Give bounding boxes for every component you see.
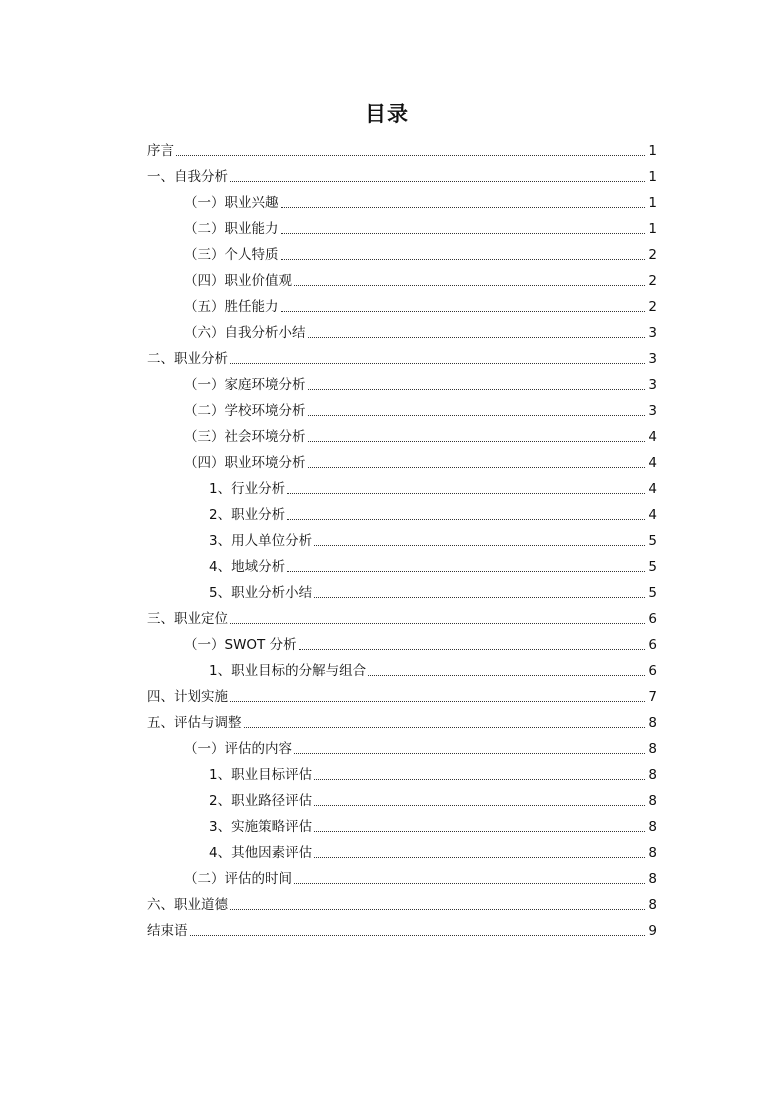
toc-entry-page-number: 6 <box>648 663 657 679</box>
toc-leader-dots <box>287 519 645 520</box>
toc-entry-label: 1、职业目标评估 <box>209 767 313 783</box>
toc-entry-label: （一）评估的内容 <box>184 741 292 757</box>
toc-entry[interactable] <box>147 762 657 788</box>
toc-entry-page-number: 8 <box>648 741 657 757</box>
toc-entry-page-number: 7 <box>648 689 657 705</box>
toc-entry[interactable] <box>147 190 657 216</box>
toc-entry[interactable] <box>147 398 657 424</box>
toc-leader-dots <box>230 363 645 364</box>
toc-entry-label: （一）家庭环境分析 <box>184 377 306 393</box>
toc-entry-page-number: 5 <box>648 533 657 549</box>
toc-leader-dots <box>176 155 645 156</box>
toc-entry-page-number: 6 <box>648 637 657 653</box>
toc-entry[interactable] <box>147 840 657 866</box>
toc-leader-dots <box>308 415 646 416</box>
toc-leader-dots <box>230 181 645 182</box>
toc-entry-label: 1、职业目标的分解与组合 <box>209 663 367 679</box>
toc-entry[interactable] <box>147 580 657 606</box>
toc-leader-dots <box>308 337 646 338</box>
toc-entry[interactable] <box>147 476 657 502</box>
toc-entry-label: （三）个人特质 <box>184 247 279 263</box>
toc-entry-label: 六、职业道德 <box>147 897 228 913</box>
toc-entry[interactable] <box>147 138 657 164</box>
toc-entry-label: 五、评估与调整 <box>147 715 242 731</box>
toc-leader-dots <box>294 753 645 754</box>
toc-leader-dots <box>281 311 646 312</box>
toc-leader-dots <box>281 259 646 260</box>
toc-entry-page-number: 4 <box>648 429 657 445</box>
toc-entry-label: 一、自我分析 <box>147 169 228 185</box>
table-of-contents <box>147 138 657 944</box>
toc-entry[interactable] <box>147 502 657 528</box>
toc-entry-label: 4、其他因素评估 <box>209 845 313 861</box>
toc-entry[interactable] <box>147 736 657 762</box>
toc-entry[interactable] <box>147 866 657 892</box>
toc-entry-label: 二、职业分析 <box>147 351 228 367</box>
toc-entry-page-number: 8 <box>648 897 657 913</box>
toc-entry[interactable] <box>147 268 657 294</box>
toc-entry-page-number: 1 <box>648 169 657 185</box>
toc-entry-page-number: 3 <box>648 377 657 393</box>
toc-entry[interactable] <box>147 164 657 190</box>
toc-entry-label: （三）社会环境分析 <box>184 429 306 445</box>
toc-entry[interactable] <box>147 216 657 242</box>
toc-leader-dots <box>287 571 645 572</box>
toc-entry[interactable] <box>147 346 657 372</box>
toc-entry[interactable] <box>147 892 657 918</box>
toc-leader-dots <box>230 909 645 910</box>
toc-entry-page-number: 1 <box>648 195 657 211</box>
toc-leader-dots <box>190 935 646 936</box>
toc-leader-dots <box>314 805 645 806</box>
toc-entry-label: 3、实施策略评估 <box>209 819 313 835</box>
toc-leader-dots <box>314 831 645 832</box>
toc-entry[interactable] <box>147 294 657 320</box>
toc-leader-dots <box>368 675 645 676</box>
toc-entry-label: 结束语 <box>147 923 188 939</box>
toc-entry-label: （一）SWOT 分析 <box>184 637 297 653</box>
toc-leader-dots <box>308 467 646 468</box>
toc-leader-dots <box>230 701 645 702</box>
toc-entry-label: 三、职业定位 <box>147 611 228 627</box>
toc-entry[interactable] <box>147 242 657 268</box>
toc-entry-label: 4、地域分析 <box>209 559 286 575</box>
toc-entry[interactable] <box>147 450 657 476</box>
toc-entry-label: （四）职业环境分析 <box>184 455 306 471</box>
toc-leader-dots <box>314 597 645 598</box>
toc-entry-page-number: 1 <box>648 221 657 237</box>
toc-entry[interactable] <box>147 710 657 736</box>
toc-entry-page-number: 2 <box>648 273 657 289</box>
toc-entry[interactable] <box>147 424 657 450</box>
toc-entry[interactable] <box>147 632 657 658</box>
toc-entry-page-number: 2 <box>648 247 657 263</box>
toc-entry-label: （四）职业价值观 <box>184 273 292 289</box>
toc-entry[interactable] <box>147 814 657 840</box>
toc-entry-page-number: 9 <box>648 923 657 939</box>
toc-entry-label: （五）胜任能力 <box>184 299 279 315</box>
toc-entry-page-number: 4 <box>648 481 657 497</box>
toc-entry-page-number: 5 <box>648 585 657 601</box>
toc-entry-page-number: 8 <box>648 715 657 731</box>
toc-entry[interactable] <box>147 320 657 346</box>
toc-entry[interactable] <box>147 788 657 814</box>
toc-entry-page-number: 5 <box>648 559 657 575</box>
toc-entry-page-number: 3 <box>648 403 657 419</box>
toc-entry-label: （二）职业能力 <box>184 221 279 237</box>
toc-entry-label: （二）评估的时间 <box>184 871 292 887</box>
toc-leader-dots <box>294 883 645 884</box>
toc-entry-label: 1、行业分析 <box>209 481 286 497</box>
toc-leader-dots <box>314 779 645 780</box>
toc-entry-label: 5、职业分析小结 <box>209 585 313 601</box>
toc-entry[interactable] <box>147 658 657 684</box>
toc-entry[interactable] <box>147 918 657 944</box>
toc-entry-page-number: 2 <box>648 299 657 315</box>
toc-entry-page-number: 8 <box>648 845 657 861</box>
toc-entry-page-number: 8 <box>648 793 657 809</box>
toc-entry[interactable] <box>147 606 657 632</box>
toc-leader-dots <box>314 857 645 858</box>
toc-leader-dots <box>294 285 645 286</box>
toc-entry-page-number: 8 <box>648 871 657 887</box>
toc-title: 目录 <box>365 102 409 126</box>
toc-entry-label: 序言 <box>147 143 174 159</box>
toc-entry-label: 四、计划实施 <box>147 689 228 705</box>
toc-entry-page-number: 3 <box>648 351 657 367</box>
toc-entry-label: 2、职业路径评估 <box>209 793 313 809</box>
toc-entry-page-number: 3 <box>648 325 657 341</box>
toc-entry[interactable] <box>147 528 657 554</box>
toc-entry-label: （六）自我分析小结 <box>184 325 306 341</box>
toc-entry-label: 2、职业分析 <box>209 507 286 523</box>
toc-entry-page-number: 1 <box>648 143 657 159</box>
toc-entry-page-number: 4 <box>648 455 657 471</box>
toc-leader-dots <box>230 623 645 624</box>
toc-entry-label: （一）职业兴趣 <box>184 195 279 211</box>
toc-leader-dots <box>314 545 645 546</box>
toc-leader-dots <box>299 649 645 650</box>
toc-entry-page-number: 8 <box>648 767 657 783</box>
toc-leader-dots <box>281 207 646 208</box>
toc-entry[interactable] <box>147 554 657 580</box>
toc-leader-dots <box>308 389 646 390</box>
toc-entry-page-number: 6 <box>648 611 657 627</box>
toc-leader-dots <box>287 493 645 494</box>
toc-entry-label: （二）学校环境分析 <box>184 403 306 419</box>
toc-entry[interactable] <box>147 684 657 710</box>
toc-entry[interactable] <box>147 372 657 398</box>
toc-leader-dots <box>308 441 646 442</box>
toc-leader-dots <box>281 233 646 234</box>
toc-entry-page-number: 4 <box>648 507 657 523</box>
toc-entry-page-number: 8 <box>648 819 657 835</box>
toc-entry-label: 3、用人单位分析 <box>209 533 313 549</box>
toc-leader-dots <box>244 727 646 728</box>
